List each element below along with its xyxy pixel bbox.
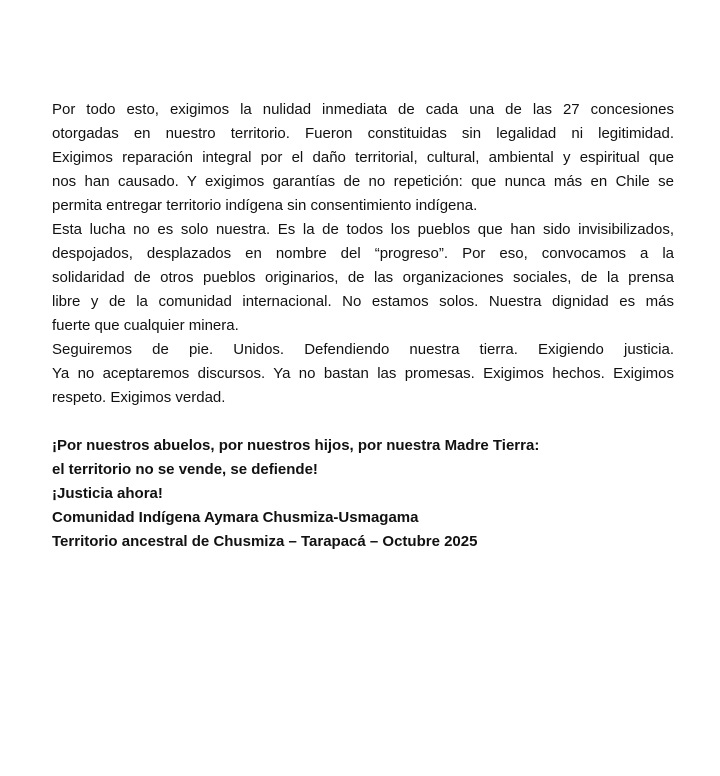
text-line: respeto. Exigimos verdad. bbox=[52, 389, 226, 406]
paragraph-resolve bbox=[52, 338, 674, 410]
text-line: Ya no aceptaremos discursos. Ya no bastan las promesas. Exigimos hechos. Exigimos bbox=[52, 365, 674, 382]
paragraph-solidarity bbox=[52, 218, 674, 338]
closing-signature bbox=[52, 434, 674, 554]
text-line: despojados, desplazados en nombre del “progreso”. Por eso, convocamos a la bbox=[52, 245, 674, 262]
text-line: Seguiremos de pie. Unidos. Defendiendo nuestra tierra. Exigiendo justicia. bbox=[52, 341, 674, 358]
text-line: otorgadas en nuestro territorio. Fueron constituidas sin legalidad ni legitimidad. bbox=[52, 125, 674, 142]
document-page bbox=[52, 98, 674, 554]
text-line: libre y de la comunidad internacional. No estamos solos. Nuestra dignidad es más bbox=[52, 293, 674, 310]
text-line: Por todo esto, exigimos la nulidad inmediata de cada una de las 27 concesiones bbox=[52, 101, 674, 118]
text-line: fuerte que cualquier minera. bbox=[52, 317, 239, 334]
signature-place-date: Territorio ancestral de Chusmiza – Tarapacá – Octubre 2025 bbox=[52, 533, 478, 550]
text-line: Exigimos reparación integral por el daño territorial, cultural, ambiental y espiritual que bbox=[52, 149, 674, 166]
text-line: permita entregar territorio indígena sin consentimiento indígena. bbox=[52, 197, 478, 214]
text-line: Esta lucha no es solo nuestra. Es la de todos los pueblos que han sido invisibilizados, bbox=[52, 221, 674, 238]
text-line: nos han causado. Y exigimos garantías de no repetición: que nunca más en Chile se bbox=[52, 173, 674, 190]
paragraph-demands bbox=[52, 98, 674, 218]
closing-line: ¡Por nuestros abuelos, por nuestros hijos, por nuestra Madre Tierra: bbox=[52, 437, 540, 454]
spacer bbox=[52, 410, 674, 434]
closing-line: ¡Justicia ahora! bbox=[52, 485, 163, 502]
closing-line: el territorio no se vende, se defiende! bbox=[52, 461, 318, 478]
signature-community: Comunidad Indígena Aymara Chusmiza-Usmagama bbox=[52, 509, 419, 526]
text-line: solidaridad de otros pueblos originarios, de las organizaciones sociales, de la prensa bbox=[52, 269, 674, 286]
